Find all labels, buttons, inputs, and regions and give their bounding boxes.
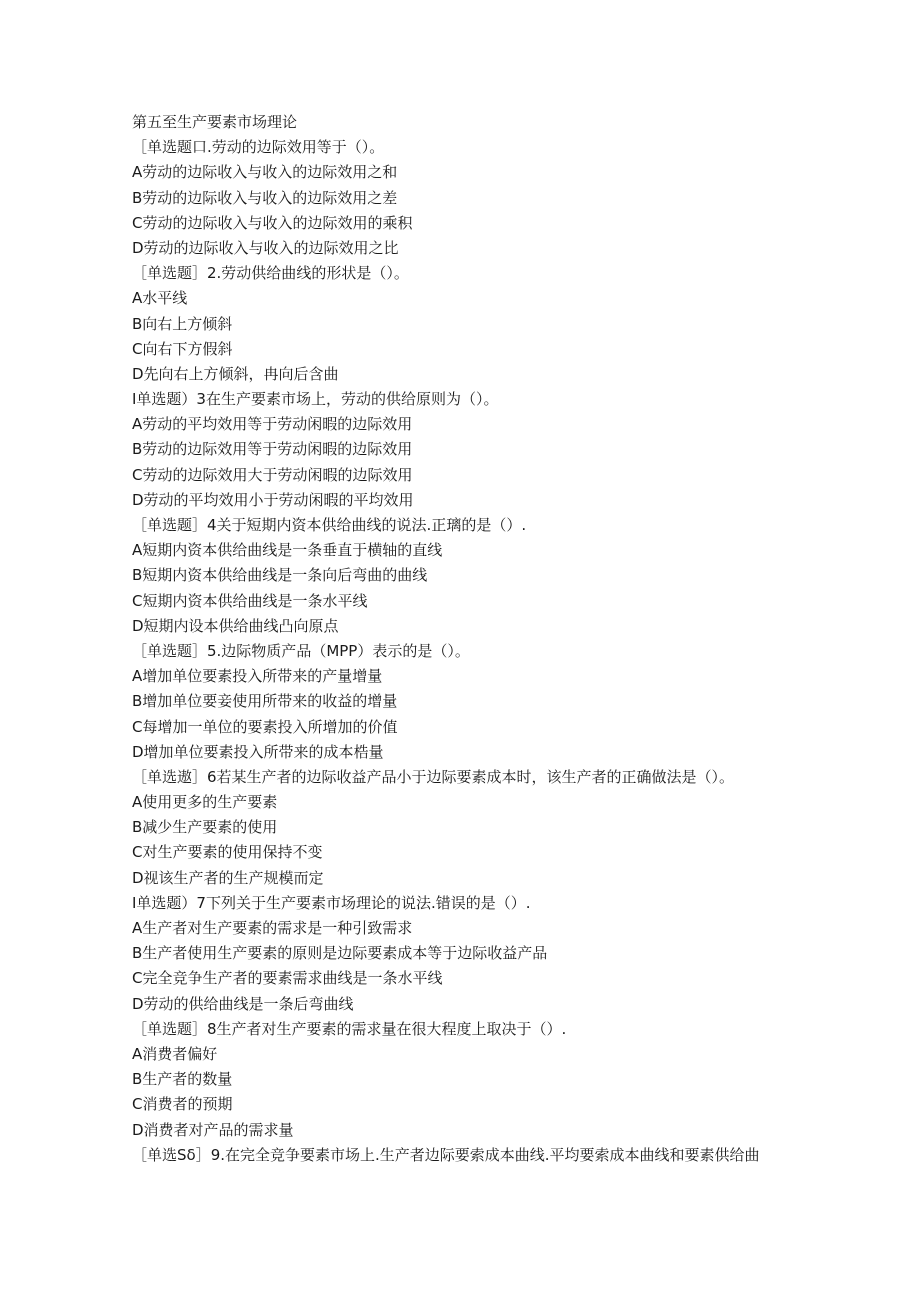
answer-option: D劳动的平均效用小于劳动闲暇的平均效用	[132, 490, 414, 509]
answer-option: C劳动的边际收入与收入的边际效用的乘积	[132, 213, 413, 232]
answer-option: D劳动的供给曲线是一条后弯曲线	[132, 994, 354, 1013]
answer-option: B劳动的边际收入与收入的边际效用之差	[132, 188, 398, 207]
answer-option: D消费者对产品的需求量	[132, 1120, 294, 1139]
answer-option: C每增加一单位的要素投入所增加的价值	[132, 717, 398, 736]
document-page	[132, 110, 892, 1168]
answer-option: A短期内资本供给曲线是一条垂直于横轴的直线	[132, 541, 443, 560]
answer-option: B短期内资本供给曲线是一条向后弯曲的曲线	[132, 566, 428, 585]
answer-option: A消费者偏好	[132, 1044, 218, 1063]
answer-option: D短期内设本供给曲线凸向原点	[132, 616, 339, 635]
question-stem: ［单选题］8生产者对生产要素的需求量在很大程度上取决于（）.	[132, 1019, 567, 1038]
answer-option: A水平线	[132, 289, 188, 308]
answer-option: A使用更多的生产要素	[132, 793, 278, 812]
answer-option: A生产者对生产要素的需求是一种引致需求	[132, 919, 413, 937]
answer-option: C消费者的预期	[132, 1095, 233, 1114]
question-stem: ［单选题］2.劳动供给曲线的形状是（）。	[132, 264, 409, 283]
answer-option: B生产者的数量	[132, 1070, 233, 1089]
answer-option: C劳动的边际效用大于劳动闲暇的边际效用	[132, 465, 413, 484]
answer-option: C对生产要素的使用保持不变	[132, 843, 323, 862]
question-stem: ［单选题］5.边际物质产品（MPP）表示的是（）。	[132, 641, 470, 660]
question-stem: ［单选遨］6若某生产者的边际收益产品小于边际要素成本时，该生产者的正确做法是（）。	[132, 767, 735, 786]
answer-option: B增加单位要妾使用所带来的收益的增量	[132, 692, 398, 711]
answer-option: A劳动的边际收入与收入的边际效用之和	[132, 163, 398, 182]
answer-option: D增加单位要素投入所带来的成本梏量	[132, 742, 384, 761]
question-stem: ［单选题口.劳动的边际效用等于（）。	[132, 138, 385, 157]
question-stem: ［单选Sδ］9.在完全竞争要素市场上.生产者边际要索成本曲线.平均要索成本曲线和要素供给曲	[132, 1145, 760, 1164]
question-stem: I单选题）3在生产要素市场上，劳动的供给原则为（）。	[132, 390, 499, 409]
answer-option: B减少生产要素的使用	[132, 818, 278, 837]
answer-option: C完全竞争生产者的要素需求曲线是一条水平线	[132, 969, 443, 988]
answer-option: C短期内资本供给曲线是一条水平线	[132, 591, 368, 610]
answer-option: A劳动的平均效用等于劳动闲暇的边际效用	[132, 415, 413, 434]
question-stem: ［单选题］4关于短期内资本供给曲线的说法.正璃的是（）.	[132, 516, 527, 534]
answer-option: B向右上方倾斜	[132, 314, 233, 333]
answer-option: D劳动的边际收入与收入的边际效用之比	[132, 238, 399, 257]
document-title: 第五至生产要素市场理论	[132, 113, 298, 131]
question-stem: I单选题）7下列关于生产要素市场理论的说法.错误的是（）.	[132, 893, 531, 912]
answer-option: B劳动的边际效用等于劳动闲暇的边际效用	[132, 440, 413, 459]
answer-option: D视该生产者的生产规模而定	[132, 868, 324, 887]
answer-option: A增加单位要素投入所带来的产量增量	[132, 667, 383, 686]
answer-option: D先向右上方倾斜，冉向后含曲	[132, 364, 339, 383]
answer-option: C向右下方假斜	[132, 339, 233, 358]
answer-option: B生产者使用生产要素的原则是边际要素成本等于边际收益产品	[132, 944, 548, 963]
